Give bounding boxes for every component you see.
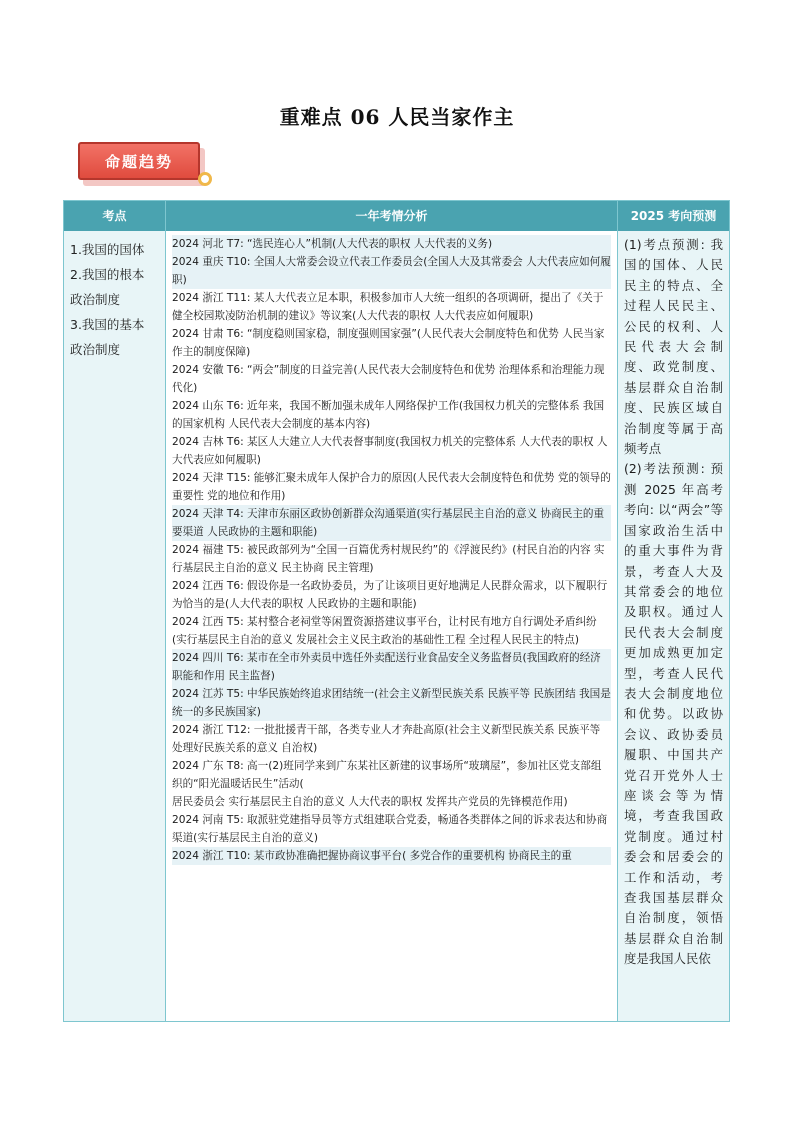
analysis-item: 2024 山东 T6: 近年来，我国不断加强未成年人网络保护工作(我国权力机关的完整体系 我国的国家机构 人民代表大会制度的基本内容) [172, 400, 605, 430]
analysis-item: 2024 四川 T6: 某市在全市外卖员中选任外卖配送行业食品安全义务监督员(我国政府的经济职能和作用 民主监督) [172, 649, 611, 685]
analysis-item: 2024 安徽 T6: “两会”制度的日益完善(人民代表大会制度特色和优势 治理体系和治理能力现代化) [172, 364, 605, 394]
analysis-item: 2024 江西 T6: 假设你是一名政协委员，为了让该项目更好地满足人民群众需求，以下履职行为恰当的是(人大代表的职权 人民政协的主题和职能) [172, 580, 608, 610]
analysis-item: 2024 河北 T7: “选民连心人”机制(人大代表的职权 人大代表的义务) [172, 235, 611, 253]
table-header [64, 201, 729, 231]
point-line: 1.我国的国体 [70, 242, 145, 257]
header-points: 考点 [102, 209, 127, 223]
analysis-item: 2024 广东 T8: 高一(2)班同学来到广东某社区新建的议事场所“玻璃屋”，参加社区党支部组织的“阳光温暖话民生”活动( [172, 760, 602, 790]
analysis-item: 2024 天津 T4: 天津市东丽区政协创新群众沟通渠道(实行基层民主自治的意义 协商民主的重要渠道 人民政协的主题和职能) [172, 505, 611, 541]
analysis-item: 2024 天津 T15: 能够汇聚未成年人保护合力的原因(人民代表大会制度特色和优势 党的领导的重要性 党的地位和作用) [172, 472, 611, 502]
points-cell [64, 231, 165, 1021]
point-line: 政治制度 [70, 342, 121, 357]
analysis-item: 居民委员会 实行基层民主自治的意义 人大代表的职权 发挥共产党员的先锋模范作用) [172, 796, 568, 808]
section-badge [78, 142, 212, 190]
analysis-item: 2024 浙江 T12: 一批批援青干部，各类专业人才奔赴高原(社会主义新型民族关系 民族平等 处理好民族关系的意义 自治权) [172, 724, 601, 754]
analysis-item: 2024 甘肃 T6: “制度稳则国家稳，制度强则国家强”(人民代表大会制度特色和优势 人民当家作主的制度保障) [172, 328, 605, 358]
analysis-item: 2024 江西 T5: 某村整合老祠堂等闲置资源搭建议事平台，让村民有地方自行调处矛盾纠纷(实行基层民主自治的意义 发展社会主义民主政治的基础性工程 全过程人民民主的特点) [172, 616, 597, 646]
column-divider [165, 201, 166, 1021]
forecast-cell [618, 231, 729, 1021]
analysis-item: 2024 福建 T5: 被民政部列为“全国一百篇优秀村规民约”的《浮渡民约》(村民自治的内容 实行基层民主自治的意义 民主协商 民主管理) [172, 544, 605, 574]
header-forecast: 2025 考向预测 [630, 209, 717, 223]
analysis-item: 2024 吉林 T6: 某区人大建立人大代表督事制度(我国权力机关的完整体系 人大代表的职权 人大代表应如何履职) [172, 436, 608, 466]
analysis-item: 2024 重庆 T10: 全国人大常委会设立代表工作委员会(全国人大及其常委会 人大代表应如何履职) [172, 253, 611, 289]
page-title: 重难点 06 人民当家作主 [279, 105, 515, 129]
analysis-cell [166, 231, 617, 1021]
analysis-item: 2024 江苏 T5: 中华民族始终追求团结统一(社会主义新型民族关系 民族平等 民族团结 我国是统一的多民族国家) [172, 685, 611, 721]
badge-box [78, 142, 200, 180]
analysis-item: 2024 浙江 T11: 某人大代表立足本职，积极参加市人大统一组织的各项调研，提出了《关于健全校园欺凌防治机制的建议》等议案(人大代表的职权 人大代表应如何履职) [172, 292, 604, 322]
badge-label: 命题趋势 [104, 152, 173, 171]
header-analysis: 一年考情分析 [355, 209, 428, 223]
trend-table [63, 200, 730, 1022]
analysis-item: 2024 浙江 T10: 某市政协准确把握协商议事平台( 多党合作的重要机构 协商民主的重 [172, 847, 611, 865]
point-line: 3.我国的基本 [70, 317, 145, 332]
ring-icon [198, 172, 212, 186]
point-line: 政治制度 [70, 292, 121, 307]
analysis-item: 2024 河南 T5: 取派驻党建指导员等方式组建联合党委，畅通各类群体之间的诉求表达和协商渠道(实行基层民主自治的意义) [172, 814, 608, 844]
forecast-text: (1)考点预测: 我国的国体、人民民主的特点、全过程人民民主、公民的权利、人民代表大会制度、政党制度、基层群众自治制度、民族区域自治制度等属于高频考点 (2)考法预测: 预测 2025 年高考考向: 以“两会”等国家政治生活中的重大事件为背景，考查人大及其常委会的地位及职权。通过人民代表大会制度更加成熟更加定型，考查人民代表大会制度地位和优势。以政协会议、政协委员履职、中国共产党召开党外人士座谈会等为情境，考查我国政党制度。通过村委会和居委会的工作和活动，考查我国基层群众自治制度，领悟基层群众自治制度是我国人民依 [624, 237, 723, 967]
column-divider [617, 201, 618, 1021]
point-line: 2.我国的根本 [70, 267, 145, 282]
